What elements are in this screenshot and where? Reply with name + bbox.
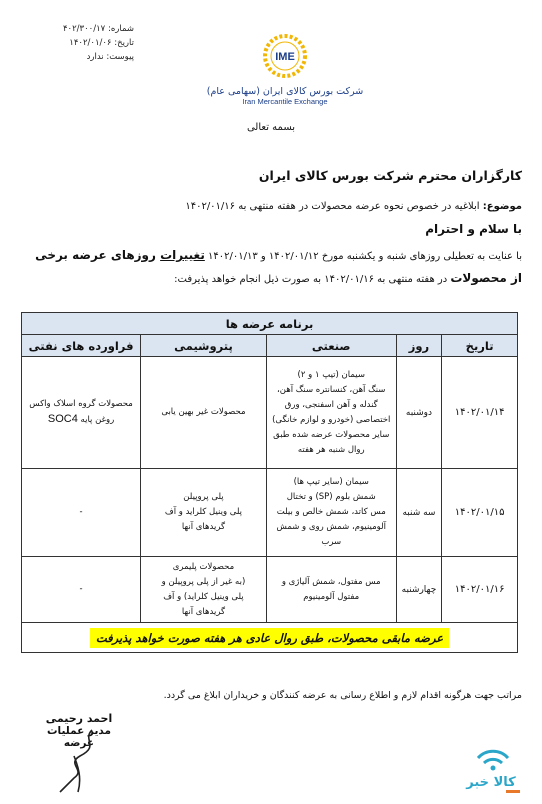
row-oil: [22, 357, 141, 469]
cell-line: سایر محصولات عرضه شده طبق: [273, 429, 390, 440]
table-row: [22, 357, 518, 469]
table-footer: [22, 623, 518, 653]
body-line-1: [12, 248, 522, 262]
logo-mark: IME: [275, 51, 295, 63]
row-oil: [22, 557, 141, 623]
highlighted-note: عرضه مابقی محصولات، طبق روال عادی هر هفته صورت خواهد پذیرفت: [90, 628, 449, 648]
row-day: سه شنبه: [396, 469, 441, 557]
addressee: کارگزاران محترم شرکت بورس کالای ایران: [258, 168, 522, 183]
cell-line: گریدهای آنها: [181, 522, 226, 532]
row-petrochemical: [141, 469, 267, 557]
row-petrochemical: [141, 357, 267, 469]
table-row: [22, 557, 518, 623]
cell-line: پلی پروپیلن: [183, 492, 224, 502]
header-date: تاریخ: [442, 335, 518, 357]
cell-line: -: [79, 507, 83, 517]
greeting: با سلام و احترام: [425, 222, 522, 236]
header-day: روز: [396, 335, 441, 357]
body-changes: تغییرات: [160, 248, 205, 262]
row-industrial: [266, 557, 396, 623]
company-logo: [205, 28, 365, 108]
subject-text: ابلاغیه در خصوص نحوه عرضه محصولات در هفته منتهی به ۱۴۰۲/۰۱/۱۶: [185, 201, 483, 212]
cell-line: سیمان (تیپ ۱ و ۲): [297, 369, 365, 380]
body-line-2: [174, 271, 522, 285]
row-petrochemical: [141, 557, 267, 623]
body-products: از محصولات: [450, 271, 522, 285]
signature-block: [34, 712, 124, 749]
oil-code: SOC4: [47, 413, 78, 425]
cell-line: [25, 412, 137, 428]
table-caption: برنامه عرضه ها: [22, 313, 518, 335]
watermark: [456, 744, 526, 799]
cell-line: روال شنبه هر هفته: [297, 444, 365, 455]
cell-line: -: [79, 584, 83, 594]
cell-line: اختصاصی (خودرو و لوازم خانگی): [272, 414, 391, 425]
signer-name: احمد رحیمی: [45, 712, 113, 725]
cell-line: شمش بلوم (SP) و تختال: [286, 492, 376, 502]
subject-label: موضوع:: [482, 201, 522, 212]
letter-meta: [14, 22, 134, 64]
cell-line: سنگ آهن، کنسانتره سنگ آهن،: [277, 384, 386, 395]
header-oil: فراورده های نفتی: [22, 335, 141, 357]
cell-line: مس کاتد، شمش خالص و بیلت: [276, 507, 386, 517]
row-date: ۱۴۰۲/۰۱/۱۶: [442, 557, 518, 623]
cell-line: محصولات غیر بهین یابی: [161, 407, 246, 417]
row-industrial: [266, 469, 396, 557]
cell-line: گریدهای آنها: [181, 606, 226, 617]
oil-base-text: روغن پایه: [80, 415, 115, 425]
cell-line: گندله و آهن اسفنجی، ورق: [284, 399, 378, 410]
row-date: ۱۴۰۲/۰۱/۱۴: [442, 357, 518, 469]
kala-khabar-logo-icon: [456, 744, 526, 799]
letter-attachment: پیوست: ندارد: [86, 52, 134, 62]
cell-line: پلی وینیل کلراید و آف: [164, 507, 243, 517]
handwritten-signature-icon: [52, 726, 112, 796]
cell-line: پلی وینیل کلراید) و آف: [163, 591, 244, 602]
letter-number: شماره: ۴۰۲/۳۰۰/۱۷: [62, 24, 134, 34]
header-petrochemical: پتروشیمی: [141, 335, 267, 357]
row-day: چهارشنبه: [396, 557, 441, 623]
cell-line: (به غیر از پلی پروپیلن و: [161, 576, 246, 587]
bismillah: بسمه تعالی: [246, 122, 296, 133]
schedule-table: [21, 312, 518, 653]
cell-line: آلومینیوم، شمش روی و شمش: [276, 522, 386, 532]
body-line-2b: در هفته منتهی به ۱۴۰۲/۰۱/۱۶ به صورت ذیل انجام خواهد پذیرفت:: [174, 274, 451, 285]
cell-line: سرب: [321, 537, 342, 547]
closing-text: مراتب جهت هرگونه اقدام لازم و اطلاع رسانی به عرضه کنندگان و خریداران ابلاغ می گردد.: [163, 690, 522, 701]
header-industrial: صنعتی: [266, 335, 396, 357]
company-name-fa: شرکت بورس کالای ایران (سهامی عام): [206, 86, 364, 97]
body-line-1a: با عنایت به تعطیلی روزهای شنبه و یکشنبه مورخ ۱۴۰۲/۰۱/۱۲ و ۱۴۰۲/۰۱/۱۳: [204, 251, 522, 262]
subject-line: [185, 201, 522, 212]
row-industrial: [266, 357, 396, 469]
cell-line: مفتول آلومینیوم: [303, 591, 360, 602]
cell-line: مس مفتول، شمش آلیاژی و: [281, 576, 381, 587]
ime-logo-icon: [257, 28, 313, 84]
row-oil: [22, 469, 141, 557]
row-day: دوشنبه: [396, 357, 441, 469]
signer-title: مدیر عملیات عرضه: [47, 725, 111, 749]
company-name-en: Iran Mercantile Exchange: [242, 97, 328, 106]
watermark-text: کالا خبر: [466, 775, 516, 790]
letter-date: تاریخ: ۱۴۰۲/۰۱/۰۶: [69, 38, 134, 48]
cell-line: سیمان (سایر تیپ ها): [293, 477, 369, 487]
row-date: ۱۴۰۲/۰۱/۱۵: [442, 469, 518, 557]
table-row: [22, 469, 518, 557]
body-line-1c: روزهای عرضه برخی: [35, 248, 161, 262]
cell-line: محصولات گروه اسلاک واکس: [29, 399, 133, 409]
cell-line: محصولات پلیمری: [172, 561, 235, 572]
